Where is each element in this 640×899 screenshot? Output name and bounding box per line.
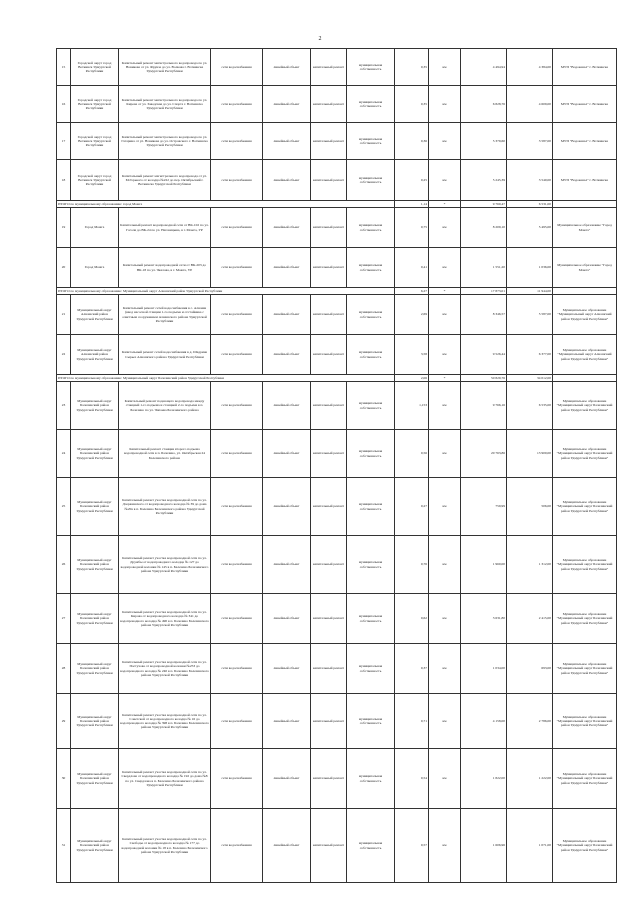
total-cost: 17 873,01	[461, 288, 507, 295]
total-cost-cell: 8 209,10	[461, 208, 507, 248]
object-name-cell: Капитальный ремонт магистрального водопровода по ул. Гагарина от ул. Новикова до ул. Островского г. Воткинска Удмуртской Республики	[119, 123, 211, 160]
work-type-cell: капитальный ремонт	[311, 49, 347, 86]
object-kind-cell: линейный объект	[263, 430, 311, 478]
total-empty-cell	[553, 201, 617, 208]
ownership-cell: муниципальная собственность	[347, 208, 395, 248]
capacity-cell: 0,36	[395, 123, 429, 160]
unit-cell: км	[429, 430, 461, 478]
municipality-cell: Муниципальный округ Балезинский район Удмуртской Республики	[71, 809, 119, 883]
capacity-cell: 0,75	[395, 208, 429, 248]
owner-cell: Муниципальное образование "Муниципальный округ Балезинский район Удмуртской Республики"	[553, 382, 617, 430]
capacity-cell: 0,76	[395, 536, 429, 594]
capacity-cell: 0,37	[395, 644, 429, 694]
object-type-cell: сети водоснабжения	[211, 644, 263, 694]
capacity-cell: 3,58	[395, 335, 429, 375]
table-row	[57, 248, 617, 288]
unit-cell: км	[429, 295, 461, 335]
municipality-cell: Муниципальный округ Балезинский район Удмуртской Республики	[71, 594, 119, 644]
total-unit: *	[429, 375, 461, 382]
subsidy-cell: 13 900,00	[507, 430, 553, 478]
total-cost: 50 829,76	[461, 375, 507, 382]
object-type-cell: сети водоснабжения	[211, 160, 263, 201]
object-kind-cell: линейный объект	[263, 123, 311, 160]
capacity-cell: 0,54	[395, 749, 429, 809]
subsidy-cell: 4 609,00	[507, 86, 553, 123]
capacity-cell: 0,35	[395, 86, 429, 123]
owner-cell: МУП "Водоканал" г. Воткинска	[553, 123, 617, 160]
object-kind-cell: линейный объект	[263, 594, 311, 644]
ownership-cell: муниципальная собственность	[347, 160, 395, 201]
ownership-cell: муниципальная собственность	[347, 382, 395, 430]
unit-cell: км	[429, 248, 461, 288]
unit-cell: км	[429, 382, 461, 430]
object-name-cell: Капитальный ремонт участка водопроводной сети по ул. Свердлова от водопроводного колодца № 192 до дома №8 по ул. Свердлова в п. Балезино Балезинского района Удмуртской Республики	[119, 749, 211, 809]
work-type-cell: капитальный ремонт	[311, 295, 347, 335]
total-capacity: 6,27	[395, 288, 429, 295]
object-name-cell: Капитальный ремонт участка водопроводной сети по ул. Свободы от водопроводного колодца № 177 до водопроводной колонки № 18 в п. Балезино Балезинского района Удмуртской Республики	[119, 809, 211, 883]
subsidy-cell: 3 540,00	[507, 160, 553, 201]
unit-cell: км	[429, 208, 461, 248]
object-name-cell: Капитальный ремонт магистрального водопровода по ул. Новикова от ул. Фрунзе до ул. Волкова г. Воткинска Удмуртской Республики	[119, 49, 211, 86]
object-name-cell: Капитальный ремонт участка водопроводной сети по ул. Кирова от водопроводного колодца № 341 до водопроводного колодца № 490 в п. Балезино Балезинского района Удмуртской Республики	[119, 594, 211, 644]
object-name-cell: Капитальный ремонт магистрального водопровода по ул. Кирова от ул. Заводская до ул. Спорта г. Воткинска Удмуртской Республики	[119, 86, 211, 123]
subsidy-cell: 693,00	[507, 644, 553, 694]
ownership-cell: муниципальная собственность	[347, 594, 395, 644]
unit-cell: км	[429, 594, 461, 644]
table-row	[57, 536, 617, 594]
object-name-cell: Капитальный ремонт участка водопроводной сети по ул. Дзержинского от водопроводного колодца № 39 до дома №20а в п. Балезино Балезинского района Удмуртской Республики	[119, 478, 211, 536]
table-row	[57, 644, 617, 694]
unit-cell: км	[429, 809, 461, 883]
municipality-cell: Муниципальный округ Балезинский район Удмуртской Республики	[71, 430, 119, 478]
work-type-cell: капитальный ремонт	[311, 123, 347, 160]
row-number-cell: 16	[57, 86, 71, 123]
object-type-cell: сети водоснабжения	[211, 248, 263, 288]
total-row	[57, 201, 617, 208]
page-number: 2	[318, 36, 322, 42]
table-row	[57, 382, 617, 430]
capacity-cell: 0,27	[395, 478, 429, 536]
subsidy-cell: 2 786,00	[507, 694, 553, 749]
subsidy-cell: 6 377,00	[507, 335, 553, 375]
table-row	[57, 594, 617, 644]
unit-cell: км	[429, 335, 461, 375]
row-number-cell: 21	[57, 295, 71, 335]
object-type-cell: сети водоснабжения	[211, 49, 263, 86]
object-kind-cell: линейный объект	[263, 208, 311, 248]
subsidy-cell: 5 495,00	[507, 208, 553, 248]
object-type-cell: сети водоснабжения	[211, 694, 263, 749]
row-number-cell: 22	[57, 335, 71, 375]
capacity-cell: 0,56	[395, 430, 429, 478]
total-cost-cell: 8 346,57	[461, 295, 507, 335]
object-kind-cell: линейный объект	[263, 49, 311, 86]
object-kind-cell: линейный объект	[263, 749, 311, 809]
total-cost-cell: 9 766,16	[461, 382, 507, 430]
ownership-cell: муниципальная собственность	[347, 478, 395, 536]
object-type-cell: сети водоснабжения	[211, 382, 263, 430]
subsidy-cell: 1 036,00	[507, 248, 553, 288]
capacity-cell: 0,35	[395, 49, 429, 86]
table-body	[57, 49, 617, 883]
total-label: ИТОГО по муниципальному образованию: Муниципальный округ Балезинский район Удмуртской Республики	[57, 375, 395, 382]
row-number-cell: 23	[57, 382, 71, 430]
object-type-cell: сети водоснабжения	[211, 86, 263, 123]
total-label: ИТОГО по муниципальному образованию: Муниципальный округ Алнашский район Удмуртской Республики	[57, 288, 395, 295]
municipality-cell: Муниципальный округ Балезинский район Удмуртской Республики	[71, 644, 119, 694]
total-cost-cell: 759,99	[461, 478, 507, 536]
row-number-cell: 17	[57, 123, 71, 160]
municipality-cell: Городской округ город Воткинск Удмуртской Республики	[71, 123, 119, 160]
subsidy-cell: 1 312,00	[507, 536, 553, 594]
municipality-cell: Город Можга	[71, 208, 119, 248]
object-type-cell: сети водоснабжения	[211, 295, 263, 335]
municipality-cell: Муниципальный округ Балезинский район Удмуртской Республики	[71, 478, 119, 536]
unit-cell: км	[429, 478, 461, 536]
object-type-cell: сети водоснабжения	[211, 536, 263, 594]
object-kind-cell: линейный объект	[263, 644, 311, 694]
ownership-cell: муниципальная собственность	[347, 809, 395, 883]
municipality-cell: Муниципальный округ Балезинский район Удмуртской Республики	[71, 382, 119, 430]
object-kind-cell: линейный объект	[263, 295, 311, 335]
subsidy-cell: 2 415,00	[507, 594, 553, 644]
unit-cell: км	[429, 86, 461, 123]
work-type-cell: капитальный ремонт	[311, 248, 347, 288]
unit-cell: км	[429, 123, 461, 160]
owner-cell: Муниципальное образование "Город Можга"	[553, 248, 617, 288]
total-cost: 9 760,47	[461, 201, 507, 208]
ownership-cell: муниципальная собственность	[347, 749, 395, 809]
object-type-cell: сети водоснабжения	[211, 809, 263, 883]
work-type-cell: капитальный ремонт	[311, 335, 347, 375]
total-empty-cell	[553, 375, 617, 382]
table-row	[57, 335, 617, 375]
table-row	[57, 123, 617, 160]
total-label: ИТОГО по муниципальному образованию: город Можга	[57, 201, 395, 208]
unit-cell: км	[429, 160, 461, 201]
table-row	[57, 208, 617, 248]
work-type-cell: капитальный ремонт	[311, 160, 347, 201]
row-number-cell: 27	[57, 594, 71, 644]
table-row	[57, 749, 617, 809]
total-cost-cell: 20 763,86	[461, 430, 507, 478]
object-kind-cell: линейный объект	[263, 536, 311, 594]
owner-cell: Муниципальное образование "Муниципальный округ Балезинский район Удмуртской Республики"	[553, 478, 617, 536]
owner-cell: МУП "Водоканал" г. Воткинска	[553, 49, 617, 86]
total-unit: *	[429, 288, 461, 295]
owner-cell: МУП "Водоканал" г. Воткинска	[553, 160, 617, 201]
capacity-cell: 0,57	[395, 809, 429, 883]
work-type-cell: капитальный ремонт	[311, 430, 347, 478]
table-row	[57, 430, 617, 478]
object-kind-cell: линейный объект	[263, 160, 311, 201]
table-row	[57, 694, 617, 749]
subsidy-cell: 1 222,00	[507, 749, 553, 809]
owner-cell: Муниципальное образование "Муниципальный округ Алнашский район Удмуртской Республики"	[553, 335, 617, 375]
ownership-cell: муниципальная собственность	[347, 123, 395, 160]
total-row	[57, 375, 617, 382]
work-type-cell: капитальный ремонт	[311, 594, 347, 644]
work-type-cell: капитальный ремонт	[311, 208, 347, 248]
row-number-cell: 26	[57, 536, 71, 594]
total-unit: *	[429, 201, 461, 208]
capacity-cell: 0,62	[395, 594, 429, 644]
total-subsidy: 34 012,00	[507, 375, 553, 382]
table-row	[57, 478, 617, 536]
capacity-cell: 0,41	[395, 248, 429, 288]
object-kind-cell: линейный объект	[263, 478, 311, 536]
municipality-cell: Муниципальный округ Балезинский район Удмуртской Республики	[71, 749, 119, 809]
owner-cell: Муниципальное образование "Муниципальный округ Алнашский район Удмуртской Республики"	[553, 295, 617, 335]
subsidy-cell: 1 071,00	[507, 809, 553, 883]
total-cost-cell: 1 960,00	[461, 536, 507, 594]
total-cost-cell: 5 379,60	[461, 123, 507, 160]
row-number-cell: 18	[57, 160, 71, 201]
subsidy-cell: 6 535,00	[507, 382, 553, 430]
table-row	[57, 809, 617, 883]
work-type-cell: капитальный ремонт	[311, 478, 347, 536]
table-row	[57, 295, 617, 335]
unit-cell: км	[429, 694, 461, 749]
owner-cell: Муниципальное образование "Муниципальный округ Балезинский район Удмуртской Республики"	[553, 536, 617, 594]
work-type-cell: капитальный ремонт	[311, 809, 347, 883]
municipality-cell: Муниципальный округ Балезинский район Удмуртской Республики	[71, 694, 119, 749]
unit-cell: км	[429, 536, 461, 594]
work-type-cell: капитальный ремонт	[311, 86, 347, 123]
ownership-cell: муниципальная собственность	[347, 536, 395, 594]
municipality-cell: Муниципальный округ Балезинский район Удмуртской Республики	[71, 536, 119, 594]
total-row	[57, 288, 617, 295]
object-type-cell: сети водоснабжения	[211, 335, 263, 375]
object-kind-cell: линейный объект	[263, 86, 311, 123]
object-name-cell: Капитальный ремонт участка водопроводной сети по ул. Советской от водопроводного колодца № 16 до водопроводного колодца № 398 в п. Балезино Балезинского района Удмуртской Республики	[119, 694, 211, 749]
work-type-cell: капитальный ремонт	[311, 749, 347, 809]
row-number-cell: 15	[57, 49, 71, 86]
table-row	[57, 160, 617, 201]
municipality-cell: Муниципальный округ Алнашский район Удмуртской Республики	[71, 335, 119, 375]
row-number-cell: 28	[57, 644, 71, 694]
capacity-cell: 0,25	[395, 160, 429, 201]
owner-cell: Муниципальное образование "Муниципальный округ Балезинский район Удмуртской Республики"	[553, 749, 617, 809]
unit-cell: км	[429, 749, 461, 809]
municipality-cell: Городской округ город Воткинск Удмуртской Республики	[71, 86, 119, 123]
row-number-cell: 25	[57, 478, 71, 536]
subsidy-cell: 3 587,00	[507, 123, 553, 160]
object-name-cell: Капитальный ремонт подающего водопровода между станцией 1-го подъема и станцией 2-го подъема в п. Балезино по ул. Чапаева Балезинского района	[119, 382, 211, 430]
ownership-cell: муниципальная собственность	[347, 644, 395, 694]
subsidy-cell: 4 384,00	[507, 49, 553, 86]
work-type-cell: капитальный ремонт	[311, 382, 347, 430]
total-empty-cell	[553, 288, 617, 295]
owner-cell: МУП "Водоканал" г. Воткинска	[553, 86, 617, 123]
ownership-cell: муниципальная собственность	[347, 248, 395, 288]
object-type-cell: сети водоснабжения	[211, 594, 263, 644]
total-cost-cell: 5 245,39	[461, 160, 507, 201]
total-cost-cell: 1 034,00	[461, 644, 507, 694]
total-cost-cell: 1 551,20	[461, 248, 507, 288]
owner-cell: Муниципальное образование "Муниципальный округ Балезинский район Удмуртской Республики"	[553, 694, 617, 749]
total-cost-cell: 1 606,96	[461, 809, 507, 883]
row-number-cell: 20	[57, 248, 71, 288]
unit-cell: км	[429, 49, 461, 86]
capacity-cell: 0,71	[395, 694, 429, 749]
object-kind-cell: линейный объект	[263, 248, 311, 288]
object-name-cell: Капитальный ремонт магистрального водопровода от ул. М.Горького от колодца №222 до пер. Октябрьский г. Воткинска Удмуртской Республики	[119, 160, 211, 201]
capacity-cell: 1,153	[395, 382, 429, 430]
object-name-cell: Капитальный ремонт водопроводной сети от ВК-102 по ул. Гоголя до ВК-24 по ул. Наговицына, в г. Можга, УР	[119, 208, 211, 248]
object-name-cell: Капитальный ремонт участка водопроводной сети по ул. Пастухова от водопроводной колонки №253 до водопроводного колодца № 240 в п. Балезино Балезинского района Удмуртской Республики	[119, 644, 211, 694]
row-number-cell: 24	[57, 430, 71, 478]
total-cost-cell: 3 631,80	[461, 594, 507, 644]
work-type-cell: капитальный ремонт	[311, 694, 347, 749]
ownership-cell: муниципальная собственность	[347, 335, 395, 375]
total-capacity: 1,14	[395, 201, 429, 208]
total-cost-cell: 4 158,00	[461, 694, 507, 749]
object-name-cell: Капитальный ремонт сетей водоснабжения в с. Алнаши (ввод насосной станции 1-го подъема и отстойника с очистным сооружением Алнашского района Удмуртской Республики	[119, 295, 211, 335]
table-row	[57, 86, 617, 123]
table-row	[57, 49, 617, 86]
total-subsidy: 11 944,00	[507, 288, 553, 295]
total-cost-cell: 4 494,94	[461, 49, 507, 86]
object-kind-cell: линейный объект	[263, 335, 311, 375]
object-kind-cell: линейный объект	[263, 382, 311, 430]
municipality-cell: Городской округ город Воткинск Удмуртской Республики	[71, 49, 119, 86]
total-subsidy: 6 531,00	[507, 201, 553, 208]
ownership-cell: муниципальная собственность	[347, 295, 395, 335]
total-capacity: 2,06	[395, 375, 429, 382]
owner-cell: Муниципальное образование "Муниципальный округ Балезинский район Удмуртской Республики"	[553, 644, 617, 694]
object-kind-cell: линейный объект	[263, 694, 311, 749]
subsidy-cell: 5 587,00	[507, 295, 553, 335]
total-cost-cell: 1 822,00	[461, 749, 507, 809]
ownership-cell: муниципальная собственность	[347, 86, 395, 123]
object-type-cell: сети водоснабжения	[211, 123, 263, 160]
owner-cell: Муниципальное образование "Город Можга"	[553, 208, 617, 248]
ownership-cell: муниципальная собственность	[347, 694, 395, 749]
object-type-cell: сети водоснабжения	[211, 430, 263, 478]
municipality-cell: Муниципальный округ Алнашский район Удмуртской Республики	[71, 295, 119, 335]
ownership-cell: муниципальная собственность	[347, 49, 395, 86]
object-name-cell: Капитальный ремонт станции второго подъема водопроводной сети в п. Балезино, ул. Октябрьская 24 Балезинского района	[119, 430, 211, 478]
owner-cell: Муниципальное образование "Муниципальный округ Балезинский район Удмуртской Республики"	[553, 809, 617, 883]
object-name-cell: Капитальный ремонт участка водопроводной сети по ул. Дружбы от водопроводного колодца № 127 до водопроводной колонки № 145 в п. Балезино Балезинского района Удмуртской Республики	[119, 536, 211, 594]
row-number-cell: 29	[57, 694, 71, 749]
municipality-cell: Городской округ город Воткинск Удмуртской Республики	[71, 160, 119, 201]
object-type-cell: сети водоснабжения	[211, 749, 263, 809]
unit-cell: км	[429, 644, 461, 694]
municipality-cell: Город Можга	[71, 248, 119, 288]
work-type-cell: капитальный ремонт	[311, 536, 347, 594]
row-number-cell: 31	[57, 809, 71, 883]
object-type-cell: сети водоснабжения	[211, 208, 263, 248]
capacity-cell: 2,69	[395, 295, 429, 335]
total-cost-cell: 9 526,44	[461, 335, 507, 375]
work-type-cell: капитальный ремонт	[311, 644, 347, 694]
owner-cell: Муниципальное образование "Муниципальный округ Балезинский район Удмуртской Республики"	[553, 430, 617, 478]
row-number-cell: 19	[57, 208, 71, 248]
row-number-cell: 30	[57, 749, 71, 809]
object-type-cell: сети водоснабжения	[211, 478, 263, 536]
object-name-cell: Капитальный ремонт сетей водоснабжения в д. Шадрина Сырьез Алнашского района Удмуртской Республики	[119, 335, 211, 375]
object-name-cell: Капитальный ремонт водопроводной сети от ВК-203 до ВК-18 по ул. Чкалова, в г. Можга, УР	[119, 248, 211, 288]
object-kind-cell: линейный объект	[263, 809, 311, 883]
owner-cell: Муниципальное образование "Муниципальный округ Балезинский район Удмуртской Республики"	[553, 594, 617, 644]
total-cost-cell: 6 828,76	[461, 86, 507, 123]
ownership-cell: муниципальная собственность	[347, 430, 395, 478]
object-list-table	[56, 48, 617, 883]
subsidy-cell: 506,00	[507, 478, 553, 536]
